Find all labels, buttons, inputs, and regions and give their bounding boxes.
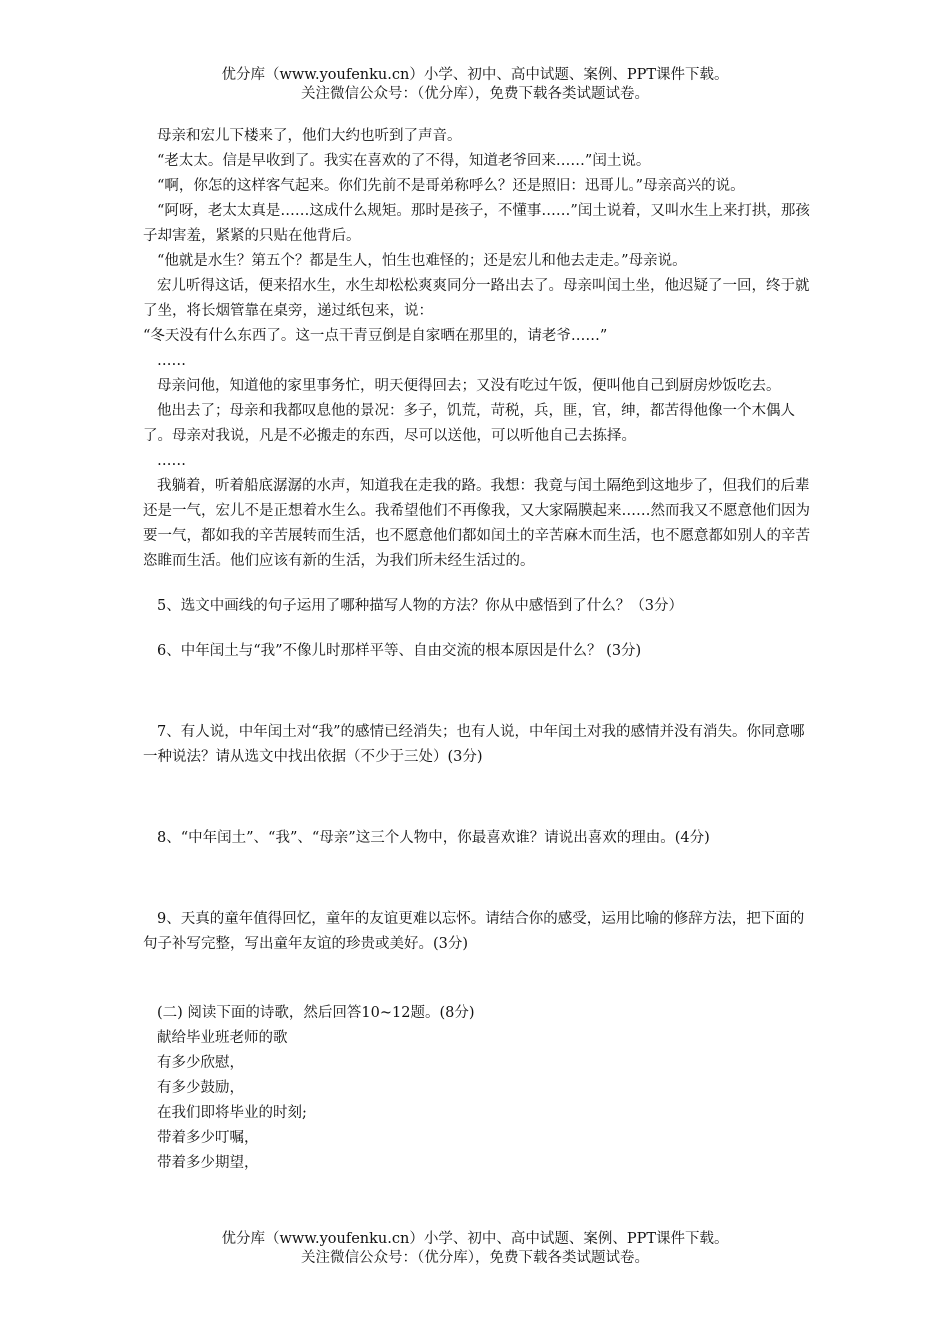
ellipsis: …… [157, 453, 186, 469]
passage-paragraph: “阿呀，老太太真是……这成什么规矩。那时是孩子，不懂事……”闰土说着，又叫水生上来打拱，那孩子却害羞，紧紧的只贴在他背后。 [143, 203, 810, 244]
question-9: 9、天真的童年值得回忆，童年的友谊更难以忘怀。请结合你的感受，运用比喻的修辞方法，把下面的句子补写完整，写出童年友谊的珍贵或美好。(3分) [143, 911, 805, 952]
passage-paragraph: “啊，你怎的这样客气起来。你们先前不是哥弟称呼么？还是照旧：迅哥儿。”母亲高兴的说。 [157, 178, 745, 194]
ellipsis: …… [157, 353, 186, 369]
question-5: 5、选文中画线的句子运用了哪种描写人物的方法？你从中感悟到了什么？（3分） [157, 598, 683, 614]
passage-paragraph: “冬天没有什么东西了。这一点干青豆倒是自家晒在那里的，请老爷……” [143, 328, 608, 344]
poem-line: 有多少欣慰， [157, 1055, 244, 1071]
footer-line-1: 优分库（www.youfenku.cn）小学、初中、高中试题、案例、PPT课件下载。 [221, 1231, 729, 1247]
passage-paragraph: 他出去了；母亲和我都叹息他的景况：多子，饥荒，苛税，兵，匪，官，绅，都苦得他像一个木偶人了。母亲对我说，凡是不必搬走的东西，尽可以送他，可以听他自己去拣择。 [143, 403, 795, 444]
section-2-intro: (二) 阅读下面的诗歌，然后回答10~12题。(8分) [157, 1005, 475, 1021]
poem-line: 带着多少期望， [157, 1155, 259, 1171]
section-2 [143, 1001, 818, 1176]
header-line-1: 优分库（www.youfenku.cn）小学、初中、高中试题、案例、PPT课件下载。 [221, 67, 729, 83]
question-8: 8、“中年闰土”、“我”、“母亲”这三个人物中，你最喜欢谁？请说出喜欢的理由。(4分) [157, 830, 710, 846]
passage-paragraph: “他就是水生？第五个？都是生人，怕生也难怪的；还是宏儿和他去走走。”母亲说。 [157, 253, 687, 269]
poem-line: 有多少鼓励， [157, 1080, 244, 1096]
passage-paragraph: 宏儿听得这话，便来招水生，水生却松松爽爽同分一路出去了。母亲叫闰土坐，他迟疑了一回，终于就了坐，将长烟管靠在桌旁，递过纸包来，说： [143, 278, 810, 319]
passage-paragraph: 我躺着，听着船底潺潺的水声，知道我在走我的路。我想：我竟与闰土隔绝到这地步了，但我们的后辈还是一气，宏儿不是正想着水生么。我希望他们不再像我，又大家隔膜起来……然而我又不愿意他们因为要一气，都如我的辛苦展转而生活，也不愿意他们都如闰土的辛苦麻木而生活，也不愿意都如别人的辛苦恣睢而生活。他们应该有新的生活，为我们所未经生活过的。 [143, 478, 810, 569]
page-header [0, 66, 950, 104]
passage-paragraph: “老太太。信是早收到了。我实在喜欢的了不得，知道老爷回来……”闰土说。 [157, 153, 651, 169]
question-6: 6、中年闰土与“我”不像儿时那样平等、自由交流的根本原因是什么？ (3分) [157, 643, 642, 659]
page-footer [0, 1230, 950, 1268]
poem-line: 在我们即将毕业的时刻; [157, 1105, 307, 1121]
question-7: 7、有人说，中年闰土对“我”的感情已经消失；也有人说，中年闰土对我的感情并没有消失。你同意哪一种说法？请从选文中找出依据（不少于三处）(3分) [143, 724, 805, 765]
header-line-2: 关注微信公众号：（优分库），免费下载各类试题试卷。 [301, 86, 649, 102]
document-body [143, 124, 818, 1176]
poem-line: 带着多少叮嘱， [157, 1130, 259, 1146]
footer-line-2: 关注微信公众号：（优分库），免费下载各类试题试卷。 [301, 1250, 649, 1266]
passage-paragraph: 母亲和宏儿下楼来了，他们大约也听到了声音。 [157, 128, 462, 144]
poem-title: 献给毕业班老师的歌 [157, 1030, 288, 1046]
passage-paragraph: 母亲问他，知道他的家里事务忙，明天便得回去；又没有吃过午饭，便叫他自己到厨房炒饭吃去。 [157, 378, 781, 394]
